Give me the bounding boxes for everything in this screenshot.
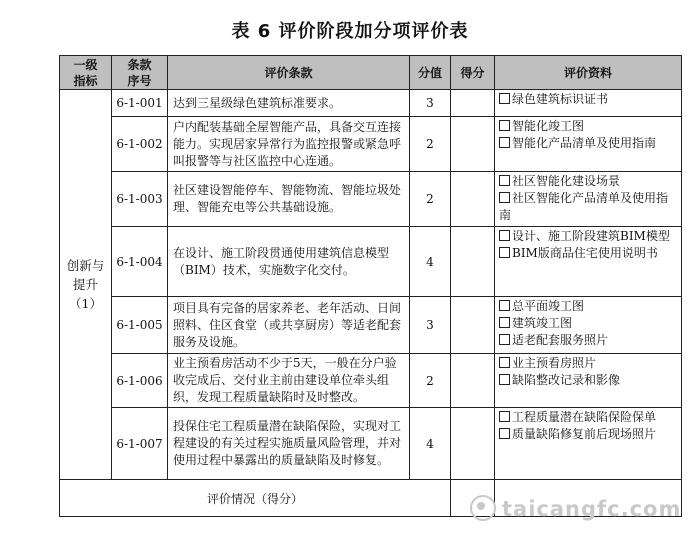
table-row (60, 354, 682, 408)
clause-score: 4 (410, 408, 451, 480)
resource-item: 设计、施工阶段建筑BIM模型 (499, 228, 677, 245)
header-clause: 评价条款 (168, 56, 410, 90)
resource-item: 总平面竣工图 (499, 298, 677, 315)
clause-code: 6-1-003 (112, 172, 168, 227)
page-title: 表 6 评价阶段加分项评价表 (231, 21, 469, 42)
checkbox-icon[interactable] (499, 120, 510, 131)
header-row (60, 56, 682, 90)
checkbox-icon[interactable] (499, 137, 510, 148)
clause-score: 4 (410, 227, 451, 297)
checkbox-icon[interactable] (499, 247, 510, 258)
resources-cell (495, 90, 682, 117)
clause-score: 2 (410, 354, 451, 408)
clause-code: 6-1-006 (112, 354, 168, 408)
header-category: 一级指标 (60, 56, 112, 90)
checkbox-icon[interactable] (499, 93, 510, 104)
watermark-logo-icon (470, 495, 496, 521)
table-row (60, 172, 682, 227)
resources-cell (495, 172, 682, 227)
clause-text: 达到三星级绿色建筑标准要求。 (168, 90, 410, 117)
clause-score: 3 (410, 90, 451, 117)
clause-text: 在设计、施工阶段贯通使用建筑信息模型（BIM）技术，实施数字化交付。 (168, 227, 410, 297)
obtained-cell (451, 90, 495, 117)
resources-cell (495, 227, 682, 297)
clause-text: 投保住宅工程质量潜在缺陷保险，实现对工程建设的有关过程实施质量风险管理，并对使用过程中暴露出的质量缺陷及时修复。 (168, 408, 410, 480)
obtained-cell (451, 354, 495, 408)
clause-code: 6-1-002 (112, 117, 168, 172)
clause-text: 项目具有完备的居家养老、老年活动、日间照料、住区食堂（或共享厨房）等适老配套服务及设施。 (168, 297, 410, 354)
resource-item: 社区智能化产品清单及使用指南 (499, 191, 669, 222)
resource-item: 建筑竣工图 (499, 315, 677, 332)
resource-item: 质量缺陷修复前后现场照片 (499, 426, 677, 443)
header-obtained: 得分 (451, 56, 495, 90)
clause-text: 业主预看房活动不少于5天，一般在分户验收完成后、交付业主前由建设单位牵头组织，发现工程质量缺陷时及时整改。 (168, 354, 410, 408)
table-row (60, 90, 682, 117)
header-code: 条款序号 (112, 56, 168, 90)
checkbox-icon[interactable] (499, 175, 510, 186)
resource-item: 智能化竣工图 (499, 118, 677, 135)
resource-item: BIM版商品住宅使用说明书 (499, 245, 677, 262)
table-row (60, 408, 682, 480)
category-line: 创新与 (66, 258, 105, 273)
table-row (60, 227, 682, 297)
resources-cell (495, 354, 682, 408)
resource-item: 绿色建筑标识证书 (499, 91, 677, 108)
clause-text: 户内配装基础全屋智能产品，具备交互连接能力。实现居家异常行为监控报警或紧急呼叫报警等与社区监控中心连通。 (168, 117, 410, 172)
checkbox-icon[interactable] (499, 374, 510, 385)
clause-score: 3 (410, 297, 451, 354)
resource-item: 社区智能化建设场景 (499, 173, 677, 190)
category-cell (60, 90, 112, 480)
resource-item: 缺陷整改记录和影像 (499, 372, 677, 389)
resource-item: 适老配套服务照片 (499, 332, 677, 349)
resource-item: 工程质量潜在缺陷保险保单 (499, 409, 677, 426)
checkbox-icon[interactable] (499, 411, 510, 422)
checkbox-icon[interactable] (499, 334, 510, 345)
header-score: 分值 (410, 56, 451, 90)
category-line: （1） (69, 296, 102, 311)
obtained-cell (451, 117, 495, 172)
checkbox-icon[interactable] (499, 300, 510, 311)
resource-item: 智能化产品清单及使用指南 (499, 135, 677, 152)
checkbox-icon[interactable] (499, 428, 510, 439)
resources-cell (495, 117, 682, 172)
clause-score: 2 (410, 117, 451, 172)
clause-text: 社区建设智能停车、智能物流、智能垃圾处理、智能充电等公共基础设施。 (168, 172, 410, 227)
clause-code: 6-1-007 (112, 408, 168, 480)
watermark-text: taicangfc.com (502, 497, 682, 521)
obtained-cell (451, 297, 495, 354)
checkbox-icon[interactable] (499, 230, 510, 241)
watermark (470, 495, 681, 521)
obtained-cell (451, 172, 495, 227)
evaluation-table (59, 55, 682, 517)
checkbox-icon[interactable] (499, 357, 510, 368)
table-row (60, 297, 682, 354)
table-row (60, 117, 682, 172)
category-line: 提升 (72, 277, 98, 292)
clause-score: 2 (410, 172, 451, 227)
checkbox-icon[interactable] (499, 317, 510, 328)
obtained-cell (451, 408, 495, 480)
summary-label: 评价情况（得分） (60, 480, 451, 517)
obtained-cell (451, 227, 495, 297)
header-resources: 评价资料 (495, 56, 682, 90)
resource-item: 业主预看房照片 (499, 355, 677, 372)
resources-cell (495, 408, 682, 480)
clause-code: 6-1-004 (112, 227, 168, 297)
clause-code: 6-1-001 (112, 90, 168, 117)
checkbox-icon[interactable] (499, 192, 510, 203)
clause-code: 6-1-005 (112, 297, 168, 354)
resources-cell (495, 297, 682, 354)
